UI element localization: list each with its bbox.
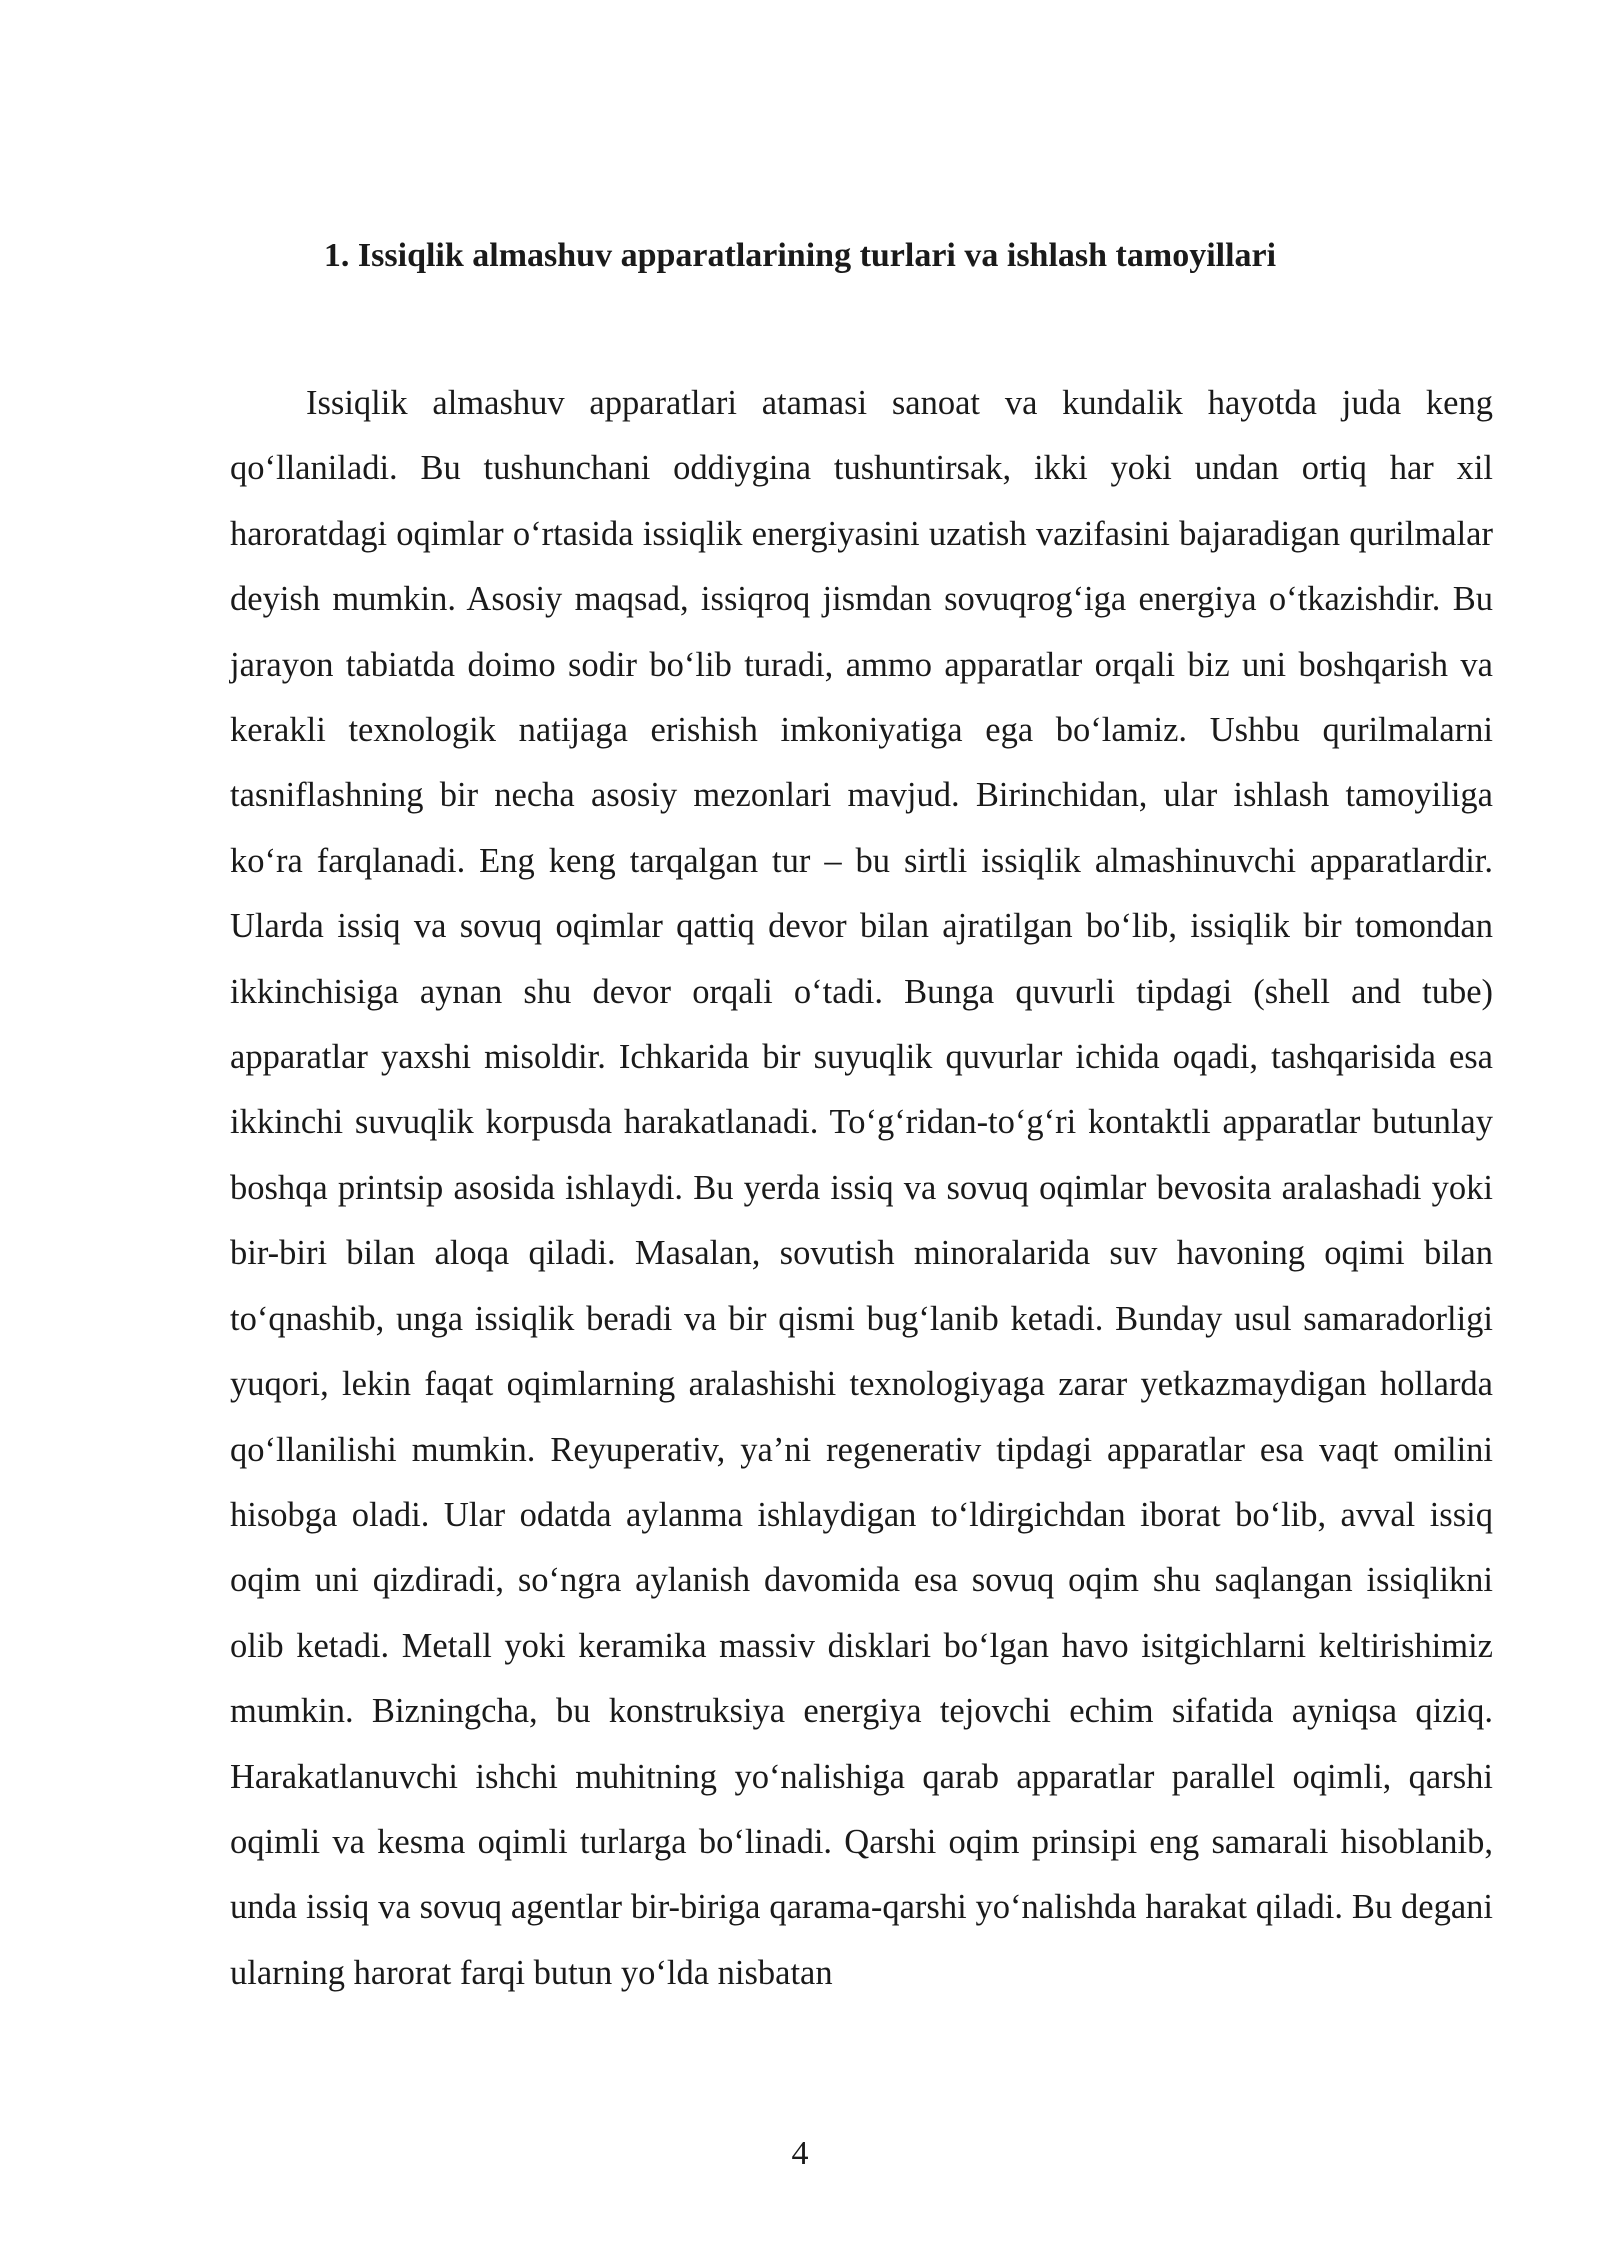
section-heading: 1. Issiqlik almashuv apparatlarining turlari va ishlash tamoyillari	[323, 237, 1277, 274]
body-paragraph: Issiqlik almashuv apparatlari atamasi sanoat va kundalik hayotda juda keng qo‘llaniladi. Bu tushunchani oddiygina tushuntirsak, ikki yoki undan ortiq har xil haroratdagi oqimlar o‘rtasida issiqlik energiyasini uzatish vazifasini bajaradigan qurilmalar deyish mumkin. Asosiy maqsad, issiqroq jismdan sovuqrog‘iga energiya o‘tkazishdir. Bu jarayon tabiatda doimo sodir bo‘lib turadi, ammo apparatlar orqali biz uni boshqarish va kerakli texnologik natijaga erishish imkoniyatiga ega bo‘lamiz. Ushbu qurilmalarni tasniflashning bir necha asosiy mezonlari mavjud. Birinchidan, ular ishlash tamoyiliga ko‘ra farqlanadi. Eng keng tarqalgan tur – bu sirtli issiqlik almashinuvchi apparatlardir. Ularda issiq va sovuq oqimlar qattiq devor bilan ajratilgan bo‘lib, issiqlik bir tomondan ikkinchisiga aynan shu devor orqali o‘tadi. Bunga quvurli tipdagi (shell and tube) apparatlar yaxshi misoldir. Ichkarida bir suyuqlik quvurlar ichida oqadi, tashqarisida esa ikkinchi suvuqlik korpusda harakatlanadi. To‘g‘ridan-to‘g‘ri kontaktli apparatlar butunlay boshqa printsip asosida ishlaydi. Bu yerda issiq va sovuq oqimlar bevosita aralashadi yoki bir-biri bilan aloqa qiladi. Masalan, sovutish minoralarida suv havoning oqimi bilan to‘qnashib, unga issiqlik beradi va bir qismi bug‘lanib ketadi. Bunday usul samaradorligi yuqori, lekin faqat oqimlarning aralashishi texnologiyaga zarar yetkazmaydigan hollarda qo‘llanilishi mumkin. Reyuperativ, ya’ni regenerativ tipdagi apparatlar esa vaqt omilini hisobga oladi. Ular odatda aylanma ishlaydigan to‘ldirgichdan iborat bo‘lib, avval issiq oqim uni qizdiradi, so‘ngra aylanish davomida esa sovuq oqim shu saqlangan issiqlikni olib ketadi. Metall yoki keramika massiv disklari bo‘lgan havo isitgichlarni keltirishimiz mumkin. Bizningcha, bu konstruksiya energiya tejovchi echim sifatida ayniqsa qiziq. Harakatlanuvchi ishchi muhitning yo‘nalishiga qarab apparatlar parallel oqimli, qarshi oqimli va kesma oqimli turlarga bo‘linadi. Qarshi oqim prinsipi eng samarali hisoblanib, unda issiq va sovuq agentlar bir-biriga qarama-qarshi yo‘nalishda harakat qiladi. Bu degani ularning harorat farqi butun yo‘lda nisbatan	[230, 384, 1493, 1992]
page-number: 4	[791, 2135, 809, 2172]
